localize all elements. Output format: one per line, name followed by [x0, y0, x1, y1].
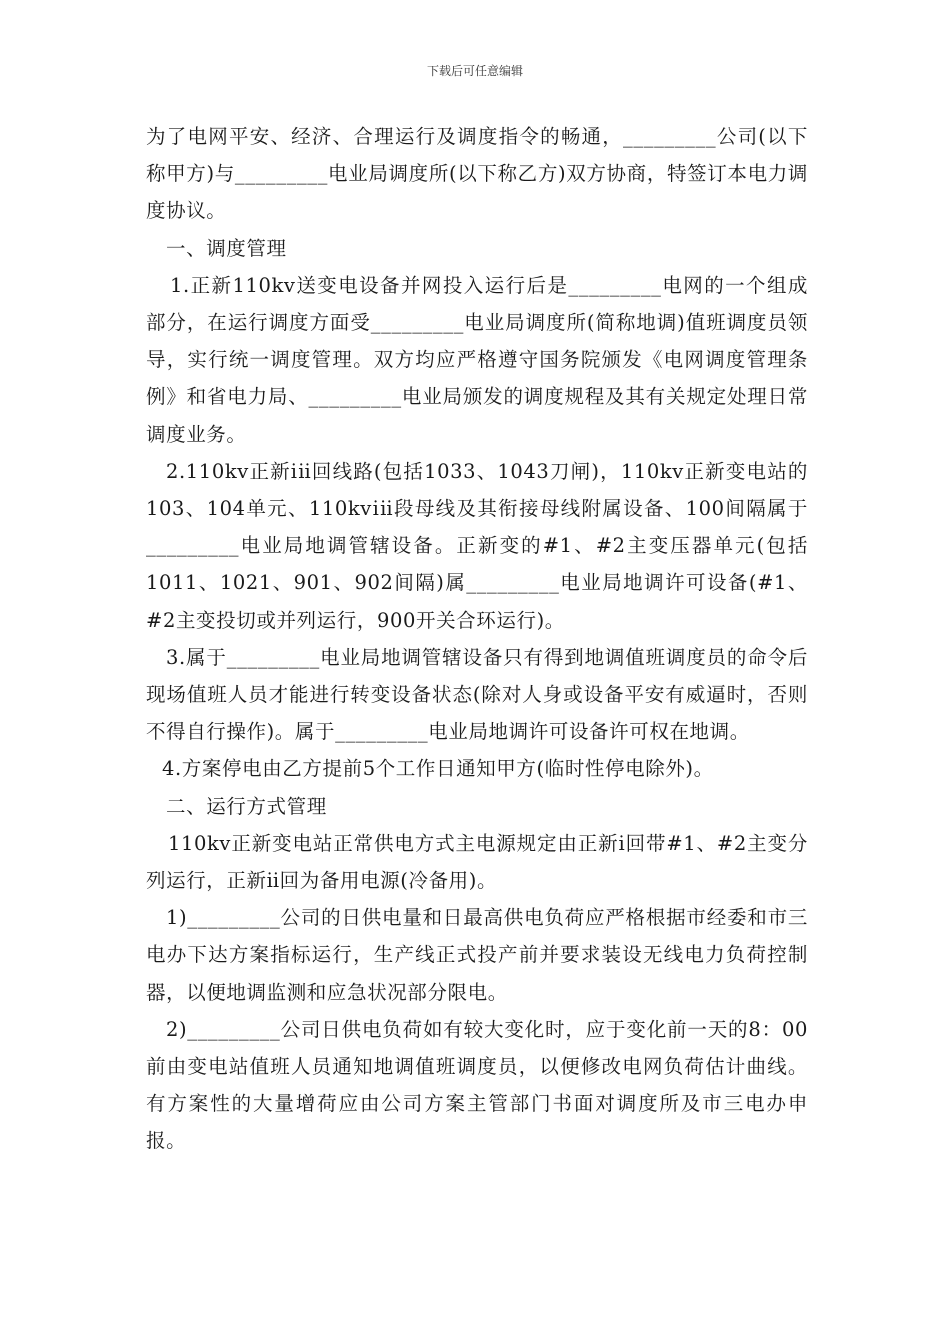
item-1: 1)_________公司的日供电量和日最高供电负荷应严格根据市经委和市三电办下达方案指标运行，生产线正式投产前并要求装设无线电力负荷控制器，以便地调监测和应急状况部分限电。	[146, 906, 808, 1004]
clause-4: 4.方案停电由乙方提前5个工作日通知甲方(临时性停电除外)。	[162, 757, 714, 781]
clause-1: 1.正新110kv送变电设备并网投入运行后是_________电网的一个组成部分，在运行调度方面受_________电业局调度所(简称地调)值班调度员领导，实行统一调度管理。双方均应严格遵守国务院颁发《电网调度管理条例》和省电力局、_________电业局颁发的调度规程及其有关规定处理日常调度业务。	[146, 273, 808, 446]
intro-paragraph: 为了电网平安、经济、合理运行及调度指令的畅通，_________公司(以下称甲方)与_________电业局调度所(以下称乙方)双方协商，特签订本电力调度协议。	[146, 125, 808, 223]
section-heading-dispatch: 一、调度管理	[166, 236, 287, 260]
item-2: 2)_________公司日供电负荷如有较大变化时，应于变化前一天的8：00前由变电站值班人员通知地调值班调度员，以便修改电网负荷估计曲线。有方案性的大量增荷应由公司方案主管部门书面对调度所及市三电办申报。	[146, 1017, 808, 1153]
clause-3: 3.属于_________电业局地调管辖设备只有得到地调值班调度员的命令后现场值班人员才能进行转变设备状态(除对人身或设备平安有威逼时，否则不得自行操作)。属于_________电业局地调许可设备许可权在地调。	[146, 645, 808, 744]
page-header: 下载后可任意编辑	[426, 64, 523, 78]
power-supply-paragraph: 110kv正新变电站正常供电方式主电源规定由正新ⅰ回带#1、#2主变分列运行，正新ⅱ回为备用电源(冷备用)。	[146, 831, 808, 893]
document-body	[146, 118, 808, 1160]
section-heading-operation: 二、运行方式管理	[166, 794, 327, 818]
clause-2: 2.110kv正新ⅰⅱ回线路(包括1033、1043刀闸)，110kv正新变电站的103、104单元、110kvⅰⅱ段母线及其衔接母线附属设备、100间隔属于_________电业局地调管辖设备。正新变的#1、#2主变压器单元(包括1011、1021、901、902间隔)属_________电业局地调许可设备(#1、#2主变投切或并列运行，900开关合环运行)。	[146, 459, 808, 632]
